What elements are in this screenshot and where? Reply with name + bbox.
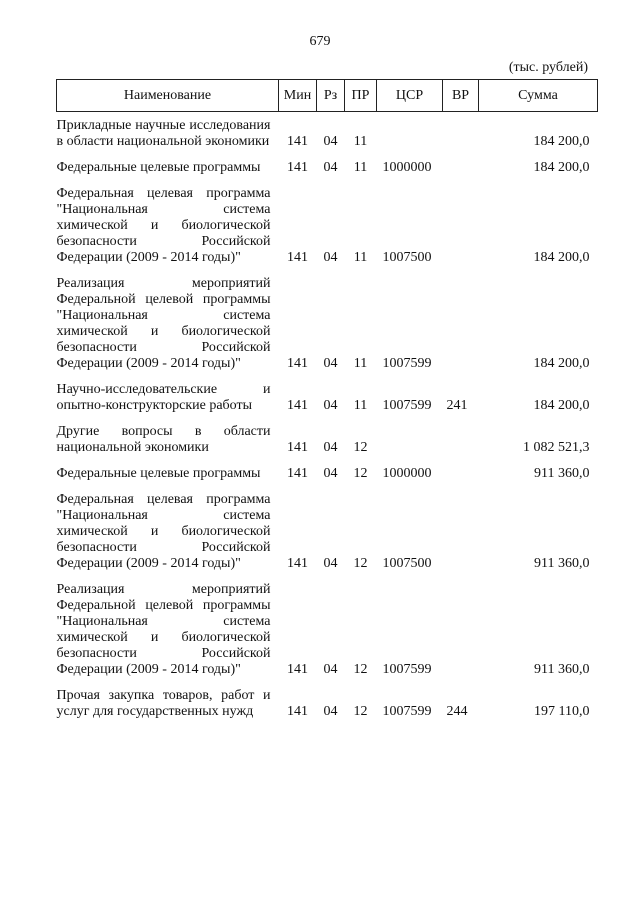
row-vr: 244	[446, 704, 468, 719]
row-name: Научно-исследовательские и опытно-конструкторские работы	[56, 382, 271, 413]
table-row	[57, 678, 598, 720]
row-rz: 04	[323, 556, 338, 571]
row-min: 141	[287, 704, 308, 719]
row-name: Федеральная целевая программа "Национальная система химической и биологической безопасности Российской Федерации (2009 - 2014 годы)"	[56, 186, 271, 265]
table-row	[57, 176, 598, 266]
row-rz: 04	[323, 356, 338, 371]
row-csr: 1007500	[382, 250, 432, 265]
row-pr: 12	[353, 556, 368, 571]
row-sum: 184 200,0	[533, 398, 590, 413]
row-pr: 11	[353, 398, 368, 413]
row-min: 141	[287, 398, 308, 413]
row-vr	[443, 456, 479, 482]
row-pr: 11	[353, 134, 368, 149]
row-csr: 1007599	[382, 356, 432, 371]
row-pr: 12	[353, 440, 368, 455]
row-pr: 12	[353, 704, 368, 719]
row-csr	[377, 112, 443, 151]
row-sum: 911 360,0	[534, 556, 590, 571]
row-rz: 04	[323, 662, 338, 677]
row-sum: 1 082 521,3	[523, 440, 590, 455]
row-csr: 1007599	[382, 704, 432, 719]
row-pr: 11	[353, 250, 368, 265]
row-csr: 1007599	[382, 662, 432, 677]
row-name: Федеральные целевые программы	[56, 160, 261, 175]
row-min: 141	[287, 440, 308, 455]
header-sum: Сумма	[479, 80, 598, 112]
row-vr: 241	[446, 398, 468, 413]
budget-table	[56, 79, 598, 720]
row-sum: 184 200,0	[533, 134, 590, 149]
row-min: 141	[287, 356, 308, 371]
table-row	[57, 482, 598, 572]
row-sum: 911 360,0	[534, 662, 590, 677]
row-rz: 04	[323, 134, 338, 149]
row-vr	[443, 266, 479, 372]
header-vr: ВР	[443, 80, 479, 112]
header-csr: ЦСР	[377, 80, 443, 112]
row-min: 141	[287, 134, 308, 149]
row-pr: 12	[353, 662, 368, 677]
row-name: Федеральная целевая программа "Национальная система химической и биологической безопасности Российской Федерации (2009 - 2014 годы)"	[56, 492, 271, 571]
header-rz: Рз	[317, 80, 345, 112]
row-name: Другие вопросы в области национальной экономики	[56, 424, 271, 455]
row-rz: 04	[323, 398, 338, 413]
row-min: 141	[287, 662, 308, 677]
row-rz: 04	[323, 704, 338, 719]
header-pr: ПР	[345, 80, 377, 112]
row-sum: 184 200,0	[533, 160, 590, 175]
row-min: 141	[287, 556, 308, 571]
row-vr	[443, 112, 479, 151]
table-row	[57, 150, 598, 176]
table-header-row	[57, 80, 598, 112]
table-row	[57, 266, 598, 372]
row-vr	[443, 176, 479, 266]
row-min: 141	[287, 160, 308, 175]
row-csr: 1007599	[382, 398, 432, 413]
row-vr	[443, 414, 479, 456]
row-min: 141	[287, 250, 308, 265]
row-pr: 11	[353, 356, 368, 371]
row-name: Прочая закупка товаров, работ и услуг для государственных нужд	[56, 688, 271, 719]
row-rz: 04	[323, 250, 338, 265]
row-csr: 1000000	[382, 466, 432, 481]
page-number: 679	[309, 34, 331, 49]
row-sum: 184 200,0	[533, 356, 590, 371]
row-csr: 1007500	[382, 556, 432, 571]
row-csr: 1000000	[382, 160, 432, 175]
row-name: Прикладные научные исследования в области национальной экономики	[56, 118, 271, 149]
row-pr: 11	[353, 160, 368, 175]
table-row	[57, 372, 598, 414]
row-vr	[443, 572, 479, 678]
row-csr	[377, 414, 443, 456]
row-pr: 12	[353, 466, 368, 481]
row-min: 141	[287, 466, 308, 481]
row-name: Федеральные целевые программы	[56, 466, 261, 481]
row-rz: 04	[323, 466, 338, 481]
row-sum: 197 110,0	[534, 704, 590, 719]
table-row	[57, 572, 598, 678]
row-rz: 04	[323, 440, 338, 455]
row-vr	[443, 150, 479, 176]
row-sum: 184 200,0	[533, 250, 590, 265]
header-name: Наименование	[57, 80, 279, 112]
header-min: Мин	[279, 80, 317, 112]
row-name: Реализация мероприятий Федеральной целевой программы "Национальная система химической и биологической безопасности Российской Федерации (2009 - 2014 годы)"	[56, 582, 271, 677]
row-sum: 911 360,0	[534, 466, 590, 481]
row-vr	[443, 482, 479, 572]
table-row	[57, 456, 598, 482]
units-label: (тыс. рублей)	[508, 60, 588, 75]
table-row	[57, 414, 598, 456]
table-row	[57, 112, 598, 151]
row-rz: 04	[323, 160, 338, 175]
row-name: Реализация мероприятий Федеральной целевой программы "Национальная система химической и биологической безопасности Российской Федерации (2009 - 2014 годы)"	[56, 276, 271, 371]
